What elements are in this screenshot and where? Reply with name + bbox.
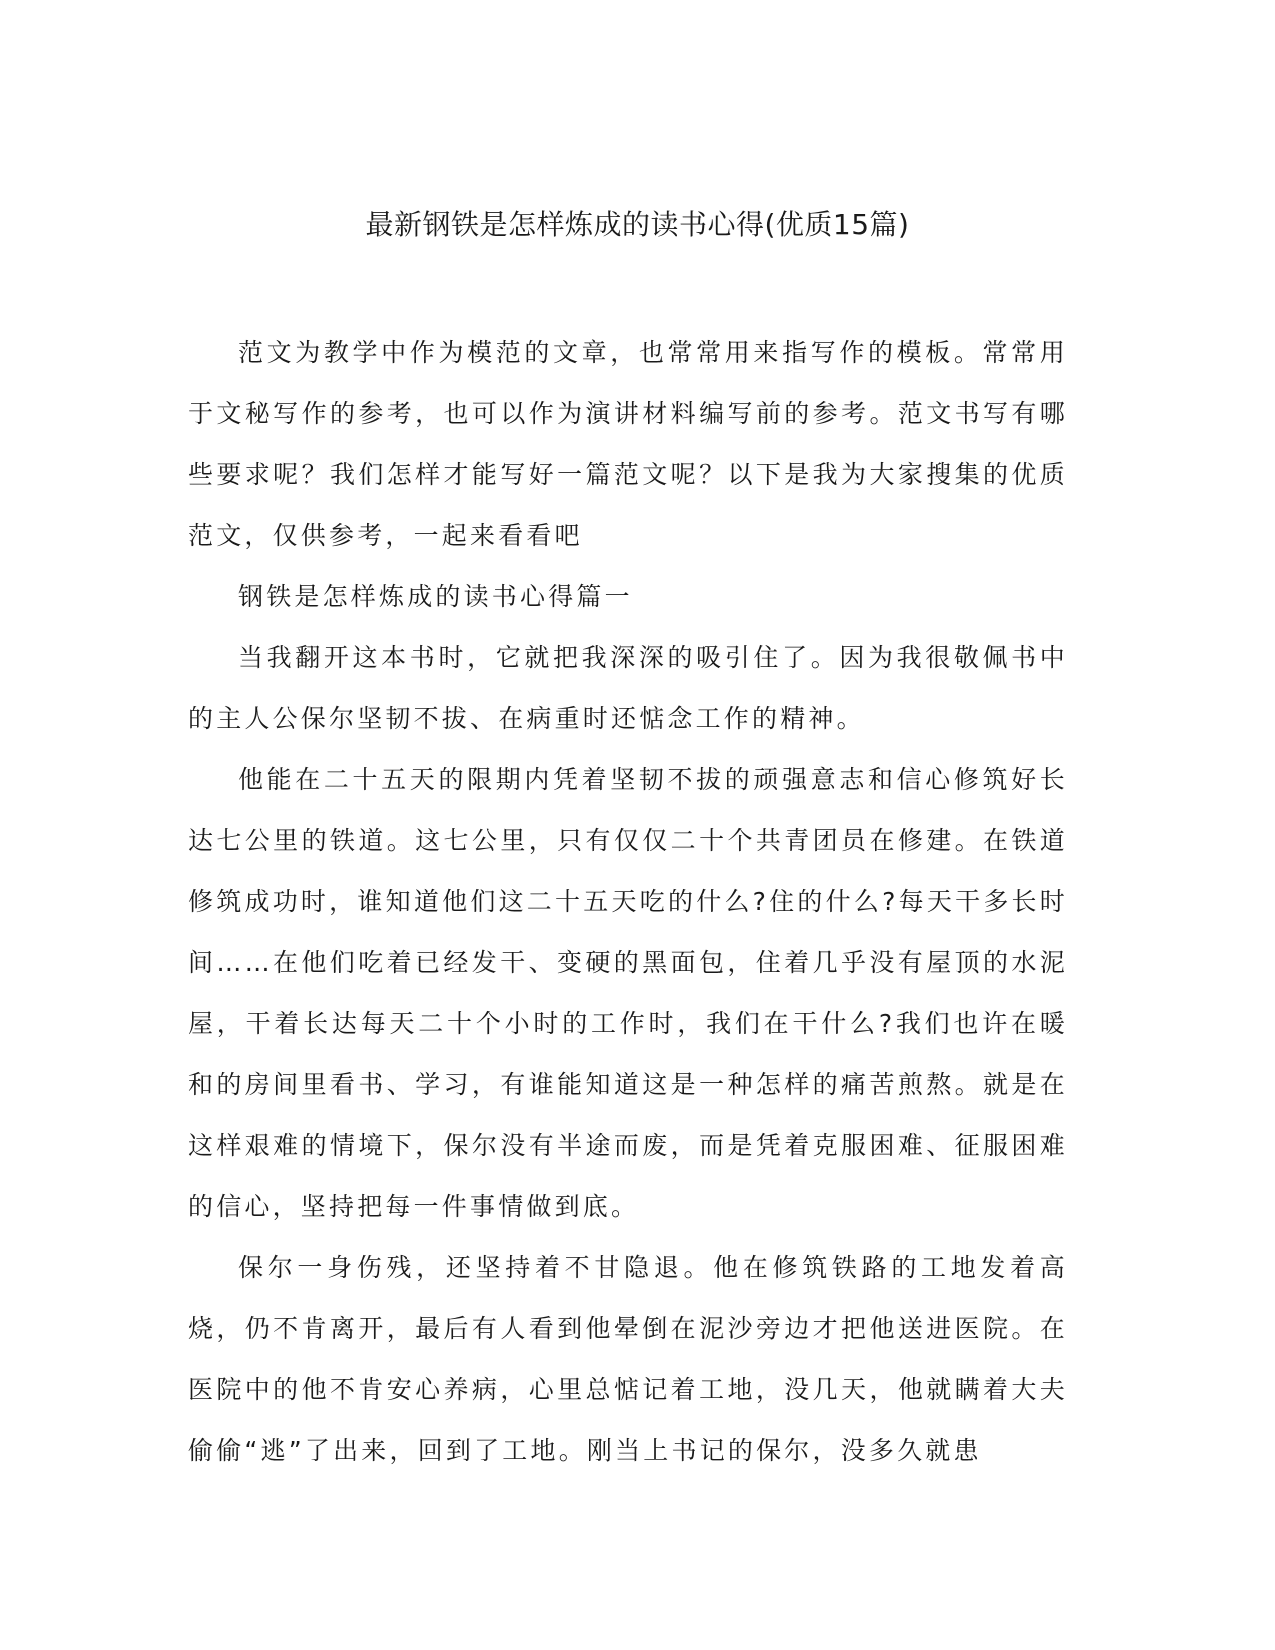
document-body [188,322,1068,1481]
body-paragraph: 他能在二十五天的限期内凭着坚韧不拔的顽强意志和信心修筑好长达七公里的铁道。这七公里，只有仅仅二十个共青团员在修建。在铁道修筑成功时，谁知道他们这二十五天吃的什么?住的什么?每天干多长时间……在他们吃着已经发干、变硬的黑面包，住着几乎没有屋顶的水泥屋，干着长达每天二十个小时的工作时，我们在干什么?我们也许在暖和的房间里看书、学习，有谁能知道这是一种怎样的痛苦煎熬。就是在这样艰难的情境下，保尔没有半途而废，而是凭着克服困难、征服困难的信心，坚持把每一件事情做到底。 [188,765,1068,1221]
section-heading: 钢铁是怎样炼成的读书心得篇一 [238,582,633,611]
body-paragraph: 当我翻开这本书时，它就把我深深的吸引住了。因为我很敬佩书中的主人公保尔坚韧不拔、在病重时还惦念工作的精神。 [188,643,1068,733]
intro-paragraph: 范文为教学中作为模范的文章，也常常用来指写作的模板。常常用于文秘写作的参考，也可以作为演讲材料编写前的参考。范文书写有哪些要求呢？我们怎样才能写好一篇范文呢？以下是我为大家搜集的优质范文，仅供参考，一起来看看吧 [188,338,1068,550]
body-paragraph: 保尔一身伤残，还坚持着不甘隐退。他在修筑铁路的工地发着高烧，仍不肯离开，最后有人看到他晕倒在泥沙旁边才把他送进医院。在医院中的他不肯安心养病，心里总惦记着工地，没几天，他就瞒着大夫偷偷“逃”了出来，回到了工地。刚当上书记的保尔，没多久就患 [188,1253,1068,1465]
document-title: 最新钢铁是怎样炼成的读书心得(优质15篇) [365,208,910,241]
